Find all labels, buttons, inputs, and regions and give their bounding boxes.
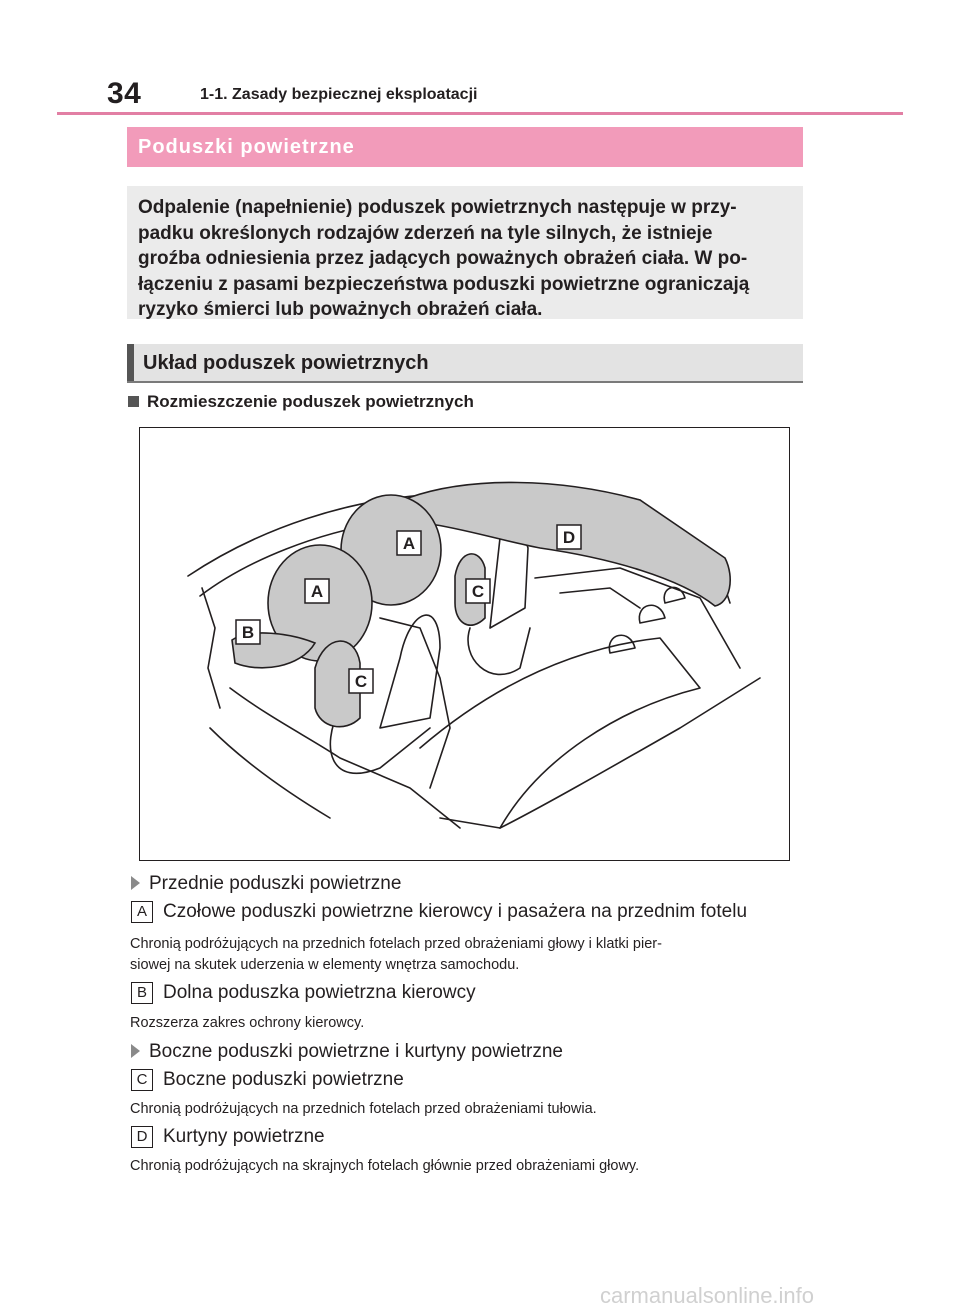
page-number: 34 — [107, 77, 142, 110]
item-d — [131, 1126, 325, 1148]
section-title: Poduszki powietrzne — [127, 127, 803, 167]
figure-label-b: B — [241, 623, 255, 642]
item-c-description — [130, 1099, 597, 1120]
desc-line: siowej na skutek uderzenia w elementy wnętrza samochodu. — [130, 957, 520, 973]
desc-line: Chronią podróżujących na skrajnych fotelach głównie przed obrażeniami głowy. — [130, 1158, 640, 1174]
desc-line: Rozszerza zakres ochrony kierowcy. — [130, 1015, 365, 1031]
figure-label-a1: A — [402, 534, 416, 553]
item-title: Czołowe poduszki powietrzne kierowcy i pasażera na przednim fotelu — [163, 901, 748, 922]
letter-box-d: D — [131, 1126, 153, 1148]
item-b-description — [130, 1013, 364, 1034]
group-title: Przednie poduszki powietrzne — [149, 873, 402, 894]
item-a — [131, 901, 747, 923]
intro-box — [127, 186, 803, 319]
item-title: Boczne poduszki powietrzne — [163, 1069, 404, 1090]
letter-box-a: A — [131, 901, 153, 923]
subsection-rule — [127, 381, 803, 383]
group-side-airbags — [131, 1041, 563, 1063]
triangle-bullet-icon — [131, 1044, 140, 1058]
subsection-title: Układ poduszek powietrznych — [127, 344, 803, 382]
intro-line: łączeniu z pasami bezpieczeństwa poduszki powietrzne ograniczają — [138, 273, 750, 295]
desc-line: Chronią podróżujących na przednich fotelach przed obrażeniami głowy i klatki pier- — [130, 936, 662, 952]
letter-box-b: B — [131, 982, 153, 1004]
desc-line: Chronią podróżujących na przednich fotelach przed obrażeniami tułowia. — [130, 1101, 597, 1117]
rear-bench — [420, 638, 700, 828]
running-header: 1-1. Zasady bezpiecznej eksploatacji — [200, 86, 478, 103]
intro-line: Odpalenie (napełnienie) poduszek powietrznych następuje w przy- — [138, 197, 737, 218]
item-b — [131, 982, 476, 1004]
figure-label-d: D — [562, 528, 576, 547]
letter-box-c: C — [131, 1069, 153, 1091]
bullet-heading-text: Rozmieszczenie poduszek powietrznych — [147, 392, 474, 411]
intro-line: padku określonych rodzajów zderzeń na tyle silnych, że istnieje — [138, 222, 713, 244]
watermark: carmanualsonline.info — [600, 1283, 815, 1308]
item-d-description — [130, 1156, 639, 1177]
header-rule — [57, 112, 903, 115]
bullet-heading — [128, 392, 474, 412]
driver-seat — [380, 615, 440, 728]
triangle-bullet-icon — [131, 876, 140, 890]
car-interior-illustration — [140, 428, 788, 859]
item-c — [131, 1069, 404, 1091]
airbag-figure — [139, 427, 790, 861]
square-bullet-icon — [128, 396, 139, 407]
item-a-description — [130, 934, 662, 976]
group-title: Boczne poduszki powietrzne i kurtyny powietrzne — [149, 1041, 563, 1062]
intro-line: ryzyko śmierci lub poważnych obrażeń ciała. — [138, 299, 543, 320]
item-title: Kurtyny powietrzne — [163, 1126, 325, 1147]
intro-line: groźba odniesienia przez jadących poważnych obrażeń ciała. W po- — [138, 248, 748, 269]
group-front-airbags — [131, 873, 401, 895]
a-pillar-line — [202, 588, 220, 708]
figure-label-a2: A — [310, 582, 324, 601]
figure-label-c2: C — [354, 672, 368, 691]
figure-label-c1: C — [471, 582, 485, 601]
item-title: Dolna poduszka powietrzna kierowcy — [163, 982, 476, 1003]
